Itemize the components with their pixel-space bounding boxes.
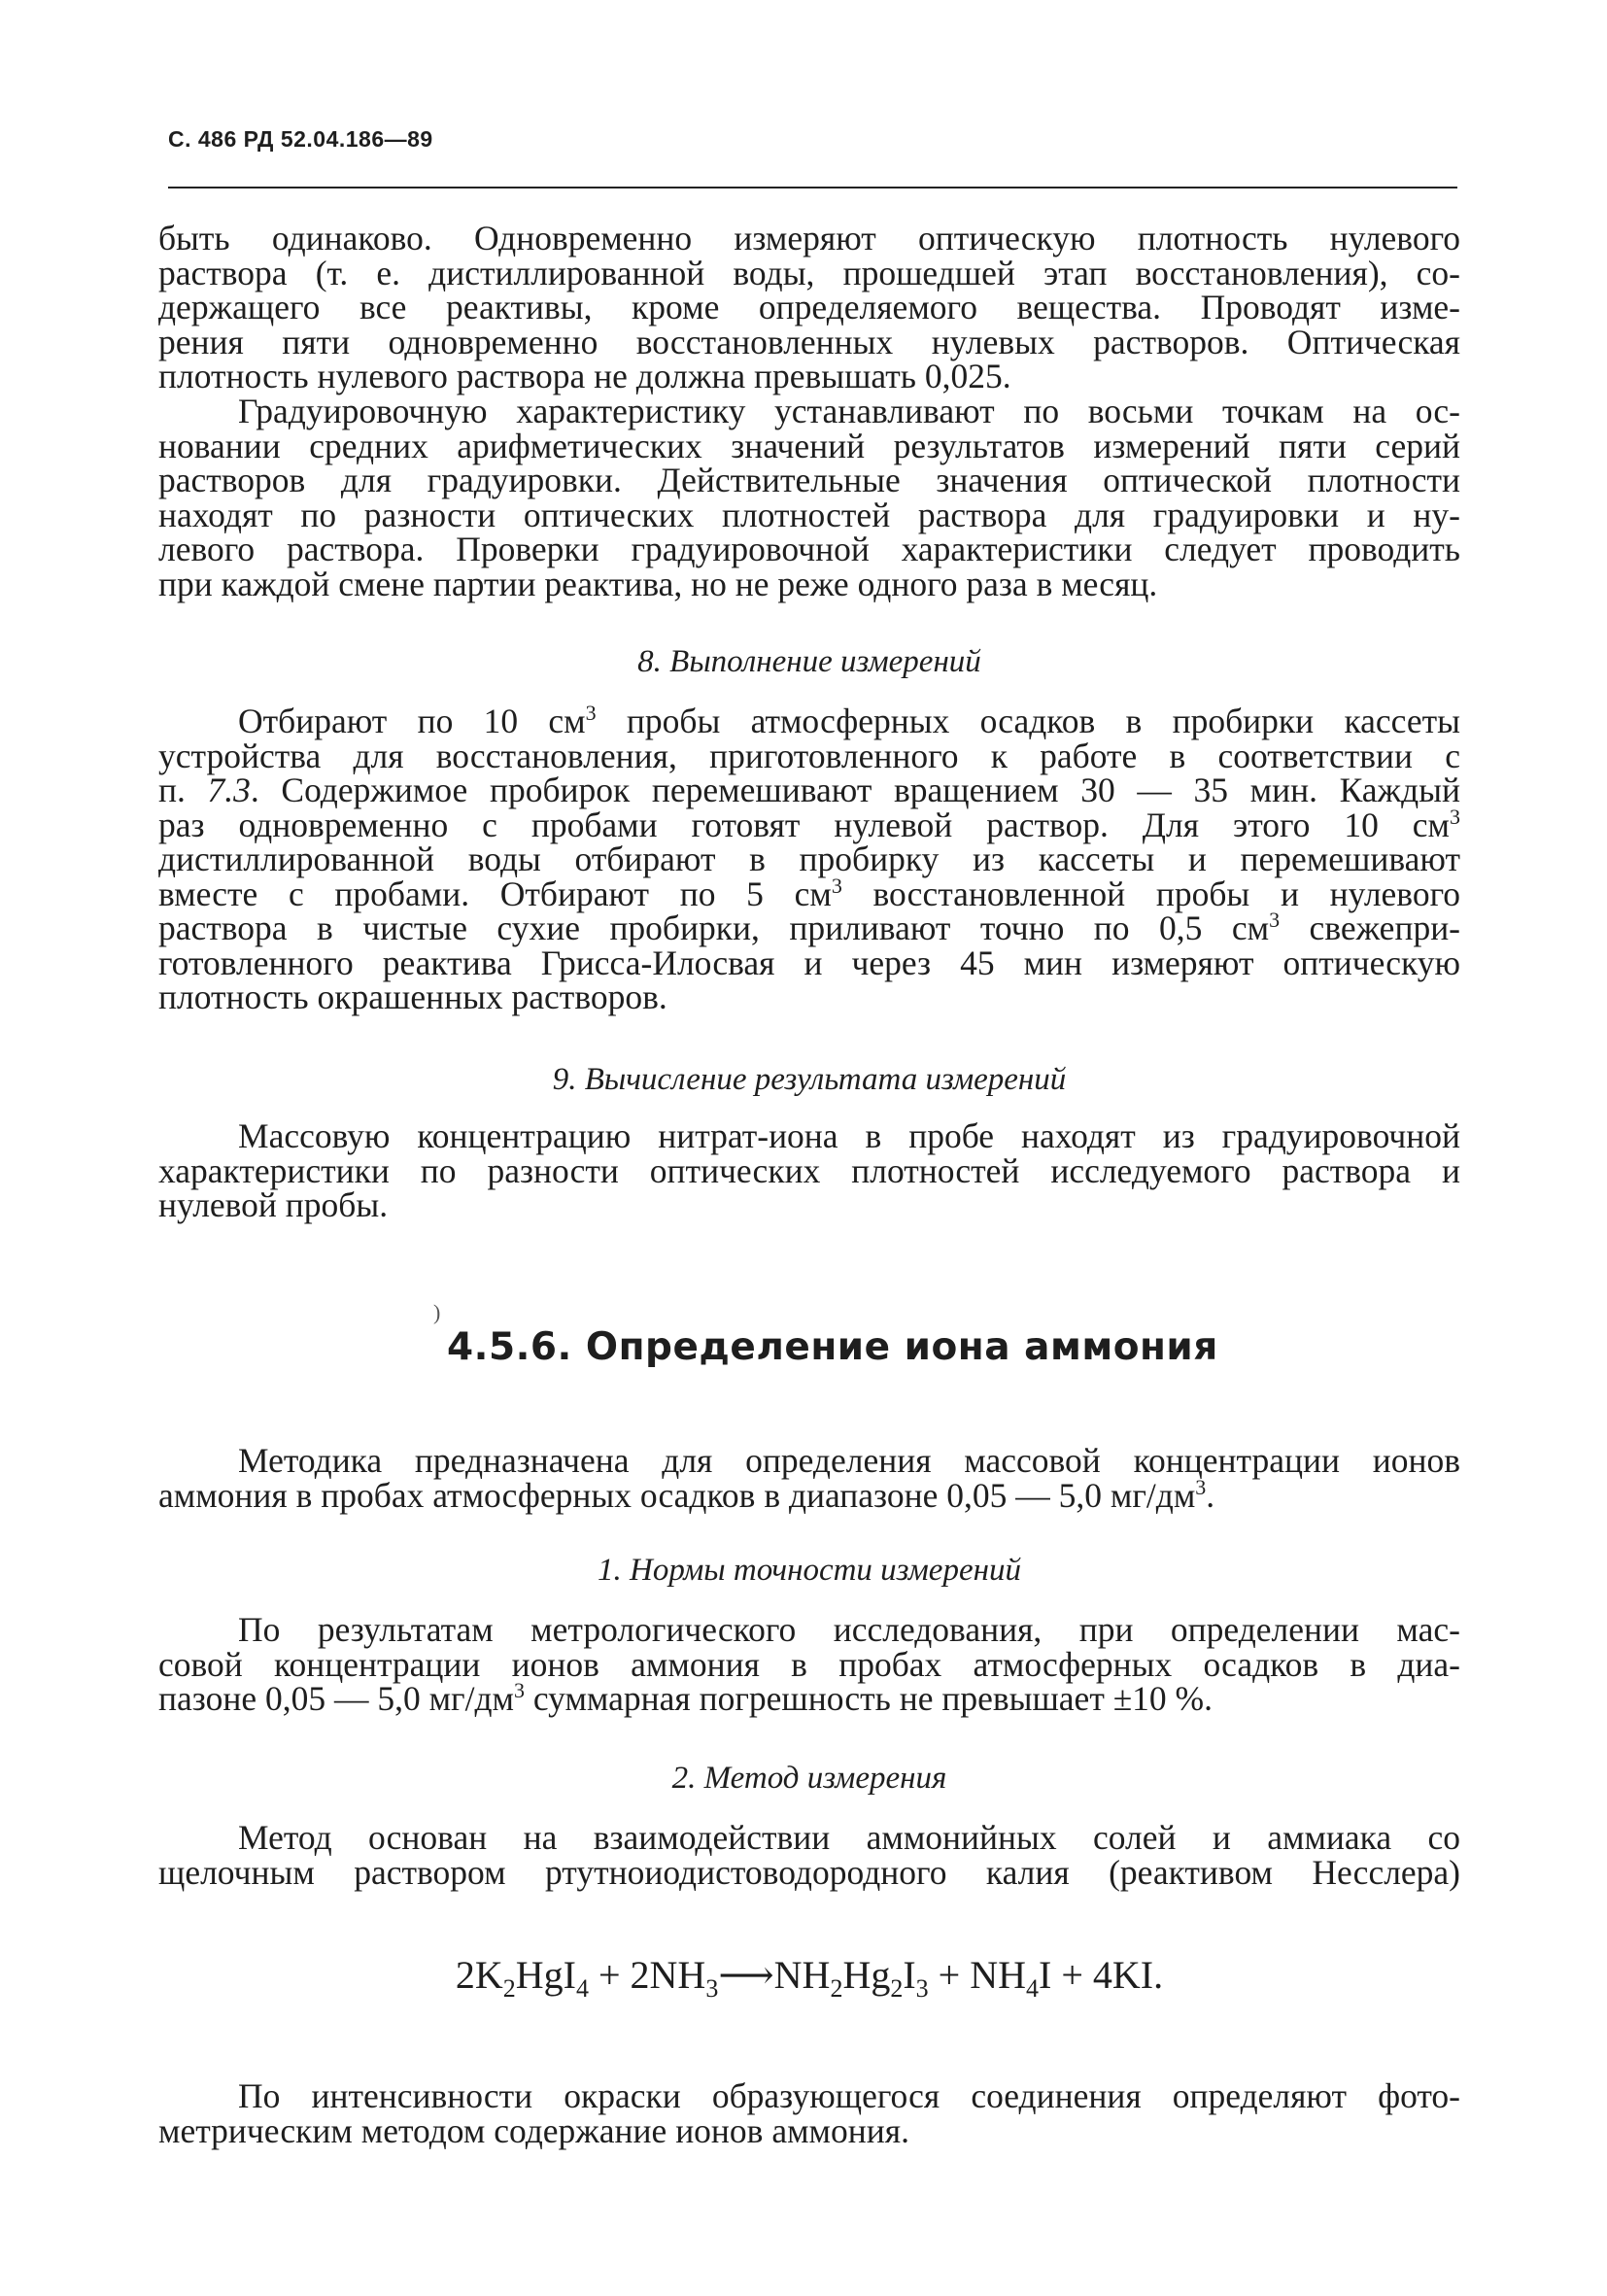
paragraph-method [158,1818,1460,1892]
text-line: вместе с пробами. Отбирают по 5 $см^3$ восстановленной пробы и нулевого [158,873,1460,913]
text-line: дистиллированной воды отбирают в пробирку из кассеты и перемешивают [158,840,1460,878]
text-line: характеристики по разности оптических плотностей исследуемого раствора и [158,1150,1460,1190]
text-line: левого раствора. Проверки градуировочной характеристики следует проводить [158,530,1460,568]
page-header: С. 486 РД 52.04.186—89 [168,126,433,152]
paragraph-photometric [158,2076,1460,2150]
paragraph-calculation [158,1116,1460,1224]
text-line: растворов для градуировки. Действительные значения оптической плотности [158,461,1460,499]
text-line: аммония в пробах атмосферных осадков в диапазоне 0,05 — 5,0 $мг/дм^3$. [158,1474,1215,1515]
text-line: находят по разности оптических плотностей раствора для градуировки и ну- [158,495,1460,534]
text-line: По интенсивности окраски образующегося соединения определяют фото- [238,2076,1460,2115]
text-line: Отбирают по 10 $см^3$ пробы атмосферных осадков в пробирки кассеты [238,701,1460,740]
paragraph-accuracy [158,1610,1460,1718]
text-line: готовленного реактива Грисса-Илосвая и через 45 мин измеряют оптическую [158,942,1460,982]
text-line: рения пяти одновременно восстановленных нулевых растворов. Оптическая [158,322,1460,361]
heading-8-measurement: 8. Выполнение измерений [637,644,981,679]
scan-mark: ) [433,1300,441,1324]
chemical-equation: $2K_2HgI_4$ + $2NH_3⟶NH_2Hg_2I_3 + NH_4I + 4KI$. [455,1953,1164,2003]
text-line: плотность окрашенных растворов. [158,977,667,1016]
reaction-arrow: ⟶ [718,1953,774,1997]
section-title-ammonium: 4.5.6. Определение иона аммония [447,1325,1218,1369]
paragraph-method-scope [158,1441,1460,1515]
heading-2-method: 2. Метод измерения [671,1761,947,1796]
text-line: Массовую концентрацию нитрат-иона в пробе находят из градуировочной [238,1116,1460,1155]
text-line: при каждой смене партии реактива, но не реже одного раза в месяц. [158,564,1158,603]
text-line: По результатам метрологического исследования, при определении мас- [238,1610,1460,1649]
heading-9-calculation: 9. Вычисление результата измерений [552,1062,1067,1097]
heading-1-accuracy: 1. Нормы точности измерений [598,1553,1021,1588]
text-line: быть одинаково. Одновременно измеряют оптическую плотность нулевого [158,219,1460,257]
text-line: раствора в чистые сухие пробирки, приливают точно по 0,5 $см^3$ свежепри- [158,908,1461,947]
text-line: новании средних арифметических значений результатов измерений пяти серий [158,426,1460,465]
paragraph-zero-solution [158,219,1460,395]
paragraph-calibration [158,394,1460,601]
text-line: Метод основан на взаимодействии аммонийных солей и аммиака со [238,1818,1460,1857]
text-line: Градуировочную характеристику устанавливают по восьми точкам на ос- [238,392,1460,430]
text-line: плотность нулевого раствора не должна превышать 0,025. [158,357,1011,395]
paragraph-measurement [158,701,1461,1016]
header-rule [168,187,1457,188]
text-line: п. 7.3. Содержимое пробирок перемешивают вращением 30 — 35 мин. Каждый [158,771,1460,809]
text-line: держащего все реактивы, кроме определяемого вещества. Проводят изме- [158,288,1460,326]
text-line: раствора (т. е. дистиллированной воды, прошедшей этап восстановления), со- [158,253,1460,292]
text-line: метрическим методом содержание ионов аммония. [158,2110,909,2150]
text-line: Методика предназначена для определения массовой концентрации ионов [238,1441,1460,1480]
text-line: устройства для восстановления, приготовленного к работе в соответствии с [158,736,1460,775]
text-line: совой концентрации ионов аммония в пробах атмосферных осадков в диа- [158,1644,1460,1684]
text-line: нулевой пробы. [158,1185,389,1224]
text-line: щелочным раствором ртутноиодистоводородного калия (реактивом Несслера) [158,1852,1460,1892]
text-line: пазоне 0,05 — 5,0 $мг/дм^3$ суммарная погрешность не превышает ±10 %. [158,1678,1214,1718]
text-line: раз одновременно с пробами готовят нулевой раствор. Для этого 10 $см^3$ [158,804,1460,844]
